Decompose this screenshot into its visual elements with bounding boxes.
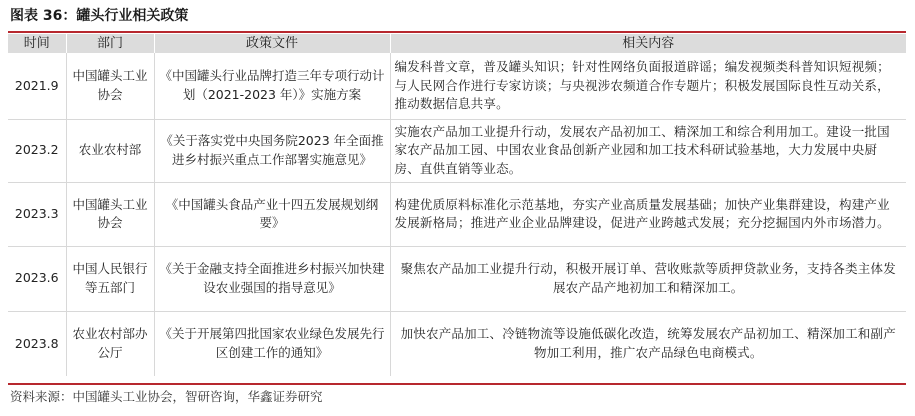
- cell-time: 2023.2: [8, 119, 66, 182]
- header-dept: 部门: [66, 34, 154, 53]
- cell-content: 编发科普文章，普及罐头知识；针对性网络负面报道辟谣；编发视频类科普知识短视频；与人民网合作进行专家访谈；与央视涉农频道合作专题片；积极发展国际良性互动关系，推动数据信息共享。: [390, 53, 906, 119]
- cell-time: 2023.8: [8, 311, 66, 376]
- cell-content: 聚焦农产品加工业提升行动，积极开展订单、营收账款等质押贷款业务，支持各类主体发展农产品产地初加工和精深加工。: [390, 246, 906, 311]
- source-note: 资料来源：中国罐头工业协会，智研咨询，华鑫证券研究: [10, 389, 323, 404]
- header-content: 相关内容: [390, 34, 906, 53]
- cell-content: 构建优质原料标准化示范基地，夯实产业高质量发展基础；加快产业集群建设，构建产业发展新格局；推进产业企业品牌建设，促进产业跨越式发展；充分挖掘国内外市场潜力。: [390, 182, 906, 246]
- cell-doc: 《中国罐头行业品牌打造三年专项行动计划（2021-2023 年）》实施方案: [154, 53, 390, 119]
- cell-time: 2023.6: [8, 246, 66, 311]
- cell-content: 加快农产品加工、冷链物流等设施低碳化改造，统筹发展农产品初加工、精深加工和副产物加工利用，推广农产品绿色电商模式。: [400, 326, 896, 360]
- header-doc: 政策文件: [154, 34, 390, 53]
- cell-doc: 《关于落实党中央国务院2023 年全面推进乡村振兴重点工作部署实施意见》: [154, 119, 390, 182]
- cell-content: 实施农产品加工业提升行动，发展农产品初加工、精深加工和综合利用加工。建设一批国家农产品加工园、中国农业食品创新产业园和加工技术科研试验基地，大力发展中央厨房、直供直销等业态。: [390, 119, 906, 182]
- cell-dept: 农业农村部办公厅: [66, 311, 154, 376]
- cell-dept: 农业农村部: [66, 119, 154, 182]
- table-row: [8, 182, 906, 246]
- cell-time: 2023.3: [8, 182, 66, 246]
- table-row: [8, 311, 906, 376]
- table-row: [8, 53, 906, 119]
- cell-dept: 中国罐头工业协会: [66, 182, 154, 246]
- table-title: 图表 36：罐头行业相关政策: [10, 8, 189, 24]
- cell-dept: 中国人民银行等五部门: [66, 246, 154, 311]
- bottom-rule: [8, 383, 906, 385]
- policy-table: [8, 34, 906, 376]
- cell-doc: 《中国罐头食品产业十四五发展规划纲要》: [154, 182, 390, 246]
- cell-time: 2021.9: [8, 53, 66, 119]
- table-header-row: [8, 34, 906, 53]
- title-rule: [8, 31, 906, 33]
- cell-doc: 《关于开展第四批国家农业绿色发展先行区创建工作的通知》: [154, 311, 390, 376]
- header-time: 时间: [8, 34, 66, 53]
- cell-dept: 中国罐头工业协会: [66, 53, 154, 119]
- table-row: [8, 246, 906, 311]
- table-row: [8, 119, 906, 182]
- cell-doc: 《关于金融支持全面推进乡村振兴加快建设农业强国的指导意见》: [154, 246, 390, 311]
